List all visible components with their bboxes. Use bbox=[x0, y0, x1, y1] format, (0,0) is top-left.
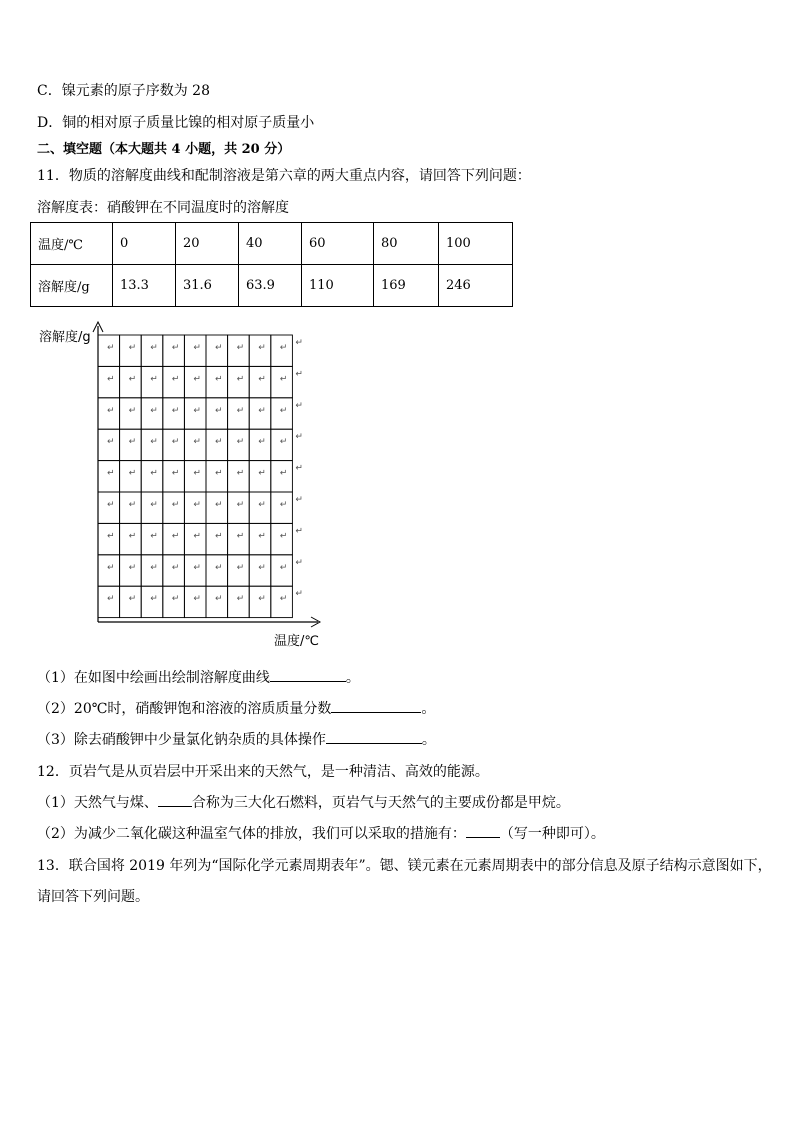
grid-cell bbox=[163, 429, 185, 460]
answer-blank[interactable] bbox=[158, 793, 192, 807]
paragraph-mark: ↵ bbox=[215, 500, 223, 510]
grid-cell bbox=[249, 335, 271, 366]
paragraph-mark: ↵ bbox=[107, 374, 115, 385]
q11-sub1: （1）在如图中绘画出绘制溶解度曲线 。 bbox=[37, 670, 360, 686]
grid-cell bbox=[98, 492, 120, 523]
paragraph-mark: ↵ bbox=[193, 594, 201, 605]
paragraph-mark: ↵ bbox=[171, 374, 180, 385]
q11-sub3: （3）除去硝酸钾中少量氯化钠杂质的具体操作 。 bbox=[37, 732, 436, 748]
grid-cell bbox=[163, 492, 185, 523]
grid-cell bbox=[184, 586, 206, 617]
paragraph-mark: ↵ bbox=[236, 531, 245, 542]
table-row bbox=[31, 223, 513, 265]
paragraph-mark: ↵ bbox=[128, 468, 137, 479]
paragraph-mark: ↵ bbox=[279, 500, 288, 510]
grid-cell bbox=[184, 492, 206, 523]
paragraph-mark: ↵ bbox=[128, 374, 137, 385]
paragraph-mark: ↵ bbox=[171, 437, 180, 448]
paragraph-mark: ↵ bbox=[150, 594, 158, 605]
paragraph-mark: ↵ bbox=[295, 463, 303, 474]
grid-cell bbox=[98, 586, 120, 617]
grid-cell bbox=[163, 555, 185, 586]
grid-cell bbox=[271, 366, 293, 397]
paragraph-mark: ↵ bbox=[295, 400, 303, 411]
paragraph-mark: ↵ bbox=[295, 526, 303, 537]
paragraph-mark: ↵ bbox=[258, 374, 266, 385]
grid-cell bbox=[141, 366, 163, 397]
grid-cell bbox=[206, 429, 228, 460]
paragraph-mark: ↵ bbox=[258, 594, 266, 605]
x-axis-label: 温度/℃ bbox=[274, 634, 319, 649]
table-row bbox=[31, 265, 513, 307]
grid-cell bbox=[271, 335, 293, 366]
paragraph-mark: ↵ bbox=[128, 343, 137, 353]
answer-blank[interactable] bbox=[326, 730, 422, 744]
grid-cell bbox=[184, 461, 206, 492]
paragraph-mark: ↵ bbox=[236, 468, 245, 479]
paragraph-mark: ↵ bbox=[150, 374, 158, 385]
grid-cell bbox=[228, 523, 250, 554]
grid-cell bbox=[141, 429, 163, 460]
paragraph-mark: ↵ bbox=[128, 405, 137, 416]
paragraph-mark: ↵ bbox=[236, 405, 245, 416]
grid-cell bbox=[163, 461, 185, 492]
grid-cell bbox=[228, 586, 250, 617]
paragraph-mark: ↵ bbox=[150, 468, 158, 479]
paragraph-mark: ↵ bbox=[193, 374, 201, 385]
paragraph-mark: ↵ bbox=[279, 531, 288, 542]
paragraph-mark: ↵ bbox=[107, 437, 115, 448]
table-header-solubility: 溶解度/g bbox=[31, 265, 113, 307]
grid-cell bbox=[271, 429, 293, 460]
paragraph-mark: ↵ bbox=[279, 594, 288, 605]
paragraph-mark: ↵ bbox=[236, 500, 245, 510]
paragraph-mark: ↵ bbox=[295, 557, 303, 568]
paragraph-mark: ↵ bbox=[107, 343, 115, 353]
grid-cell bbox=[120, 555, 142, 586]
paragraph-mark: ↵ bbox=[295, 589, 303, 600]
grid-cell bbox=[141, 523, 163, 554]
q11-sub2: （2）20℃时，硝酸钾饱和溶液的溶质质量分数 。 bbox=[37, 701, 436, 717]
grid-cell bbox=[184, 398, 206, 429]
grid-cell bbox=[228, 429, 250, 460]
table-cell: 13.3 bbox=[113, 265, 176, 307]
paragraph-mark: ↵ bbox=[215, 468, 223, 479]
paragraph-mark: ↵ bbox=[171, 343, 180, 353]
solubility-table bbox=[30, 222, 513, 307]
section-heading: 二、填空题（本大题共 4 小题，共 20 分） bbox=[37, 142, 291, 157]
paragraph-mark: ↵ bbox=[107, 594, 115, 605]
grid-cell bbox=[163, 398, 185, 429]
grid-cell bbox=[141, 555, 163, 586]
paragraph-mark: ↵ bbox=[279, 405, 288, 416]
grid-cell bbox=[206, 523, 228, 554]
paragraph-mark: ↵ bbox=[128, 500, 137, 510]
paragraph-mark: ↵ bbox=[171, 468, 180, 479]
paragraph-mark: ↵ bbox=[215, 562, 223, 573]
paragraph-mark: ↵ bbox=[258, 531, 266, 542]
paragraph-mark: ↵ bbox=[215, 405, 223, 416]
q12-sub2: （2）为减少二氧化碳这种温室气体的排放，我们可以采取的措施有： （写一种即可）。 bbox=[37, 826, 605, 842]
paragraph-mark: ↵ bbox=[171, 594, 180, 605]
paragraph-mark: ↵ bbox=[150, 562, 158, 573]
grid-cell bbox=[206, 555, 228, 586]
table-cell: 169 bbox=[374, 265, 439, 307]
paragraph-mark: ↵ bbox=[193, 343, 201, 353]
grid-cell bbox=[184, 523, 206, 554]
grid-cell bbox=[163, 586, 185, 617]
table-cell: 0 bbox=[113, 223, 176, 265]
paragraph-mark: ↵ bbox=[236, 562, 245, 573]
grid-cell bbox=[228, 366, 250, 397]
grid-cell bbox=[163, 523, 185, 554]
paragraph-mark: ↵ bbox=[150, 437, 158, 448]
paragraph-mark: ↵ bbox=[279, 437, 288, 448]
grid-cell bbox=[206, 398, 228, 429]
paragraph-mark: ↵ bbox=[107, 405, 115, 416]
grid-cell bbox=[249, 492, 271, 523]
grid-cell bbox=[120, 492, 142, 523]
paragraph-mark: ↵ bbox=[258, 468, 266, 479]
table-header-temperature: 温度/℃ bbox=[31, 223, 113, 265]
grid-cell bbox=[98, 429, 120, 460]
table-cell: 246 bbox=[439, 265, 513, 307]
paragraph-mark: ↵ bbox=[150, 500, 158, 510]
paragraph-mark: ↵ bbox=[128, 562, 137, 573]
paragraph-mark: ↵ bbox=[150, 405, 158, 416]
paragraph-mark: ↵ bbox=[171, 531, 180, 542]
grid-cell bbox=[120, 586, 142, 617]
grid-cell bbox=[120, 335, 142, 366]
grid-cell bbox=[271, 586, 293, 617]
grid-cell bbox=[184, 555, 206, 586]
grid-cell bbox=[184, 429, 206, 460]
grid-cell bbox=[206, 366, 228, 397]
grid-cell bbox=[228, 555, 250, 586]
grid-cell bbox=[98, 461, 120, 492]
q13-line1: 13．联合国将 2019 年列为“国际化学元素周期表年”。锶、镁元素在元素周期表中的部分信息及原子结构示意图如下， bbox=[37, 858, 772, 874]
grid-cell bbox=[271, 398, 293, 429]
grid-cell bbox=[206, 492, 228, 523]
paragraph-mark: ↵ bbox=[171, 500, 180, 510]
grid-cell bbox=[120, 461, 142, 492]
grid-cell bbox=[120, 429, 142, 460]
table-cell: 40 bbox=[239, 223, 302, 265]
grid-cell bbox=[98, 555, 120, 586]
paragraph-mark: ↵ bbox=[295, 495, 303, 505]
grid-cell bbox=[206, 335, 228, 366]
paragraph-mark: ↵ bbox=[193, 531, 201, 542]
table-cell: 110 bbox=[302, 265, 374, 307]
paragraph-mark: ↵ bbox=[215, 594, 223, 605]
grid-cell bbox=[228, 492, 250, 523]
grid-cell bbox=[271, 492, 293, 523]
answer-blank[interactable] bbox=[270, 668, 346, 682]
grid-cell bbox=[184, 335, 206, 366]
grid-cell bbox=[249, 366, 271, 397]
grid-cell bbox=[120, 523, 142, 554]
paragraph-mark: ↵ bbox=[193, 437, 201, 448]
paragraph-mark: ↵ bbox=[236, 594, 245, 605]
grid-cell bbox=[163, 366, 185, 397]
paragraph-mark: ↵ bbox=[128, 531, 137, 542]
paragraph-mark: ↵ bbox=[193, 500, 201, 510]
paragraph-mark: ↵ bbox=[279, 343, 288, 353]
paragraph-mark: ↵ bbox=[279, 468, 288, 479]
grid-cell bbox=[141, 586, 163, 617]
grid-cell bbox=[228, 461, 250, 492]
grid-cell bbox=[120, 366, 142, 397]
paragraph-mark: ↵ bbox=[215, 343, 223, 353]
grid-cell bbox=[271, 523, 293, 554]
grid-cell bbox=[141, 492, 163, 523]
q12-stem: 12．页岩气是从页岩层中开采出来的天然气，是一种清洁、高效的能源。 bbox=[37, 764, 489, 780]
paragraph-mark: ↵ bbox=[107, 562, 115, 573]
paragraph-mark: ↵ bbox=[215, 437, 223, 448]
paragraph-mark: ↵ bbox=[150, 343, 158, 353]
paragraph-mark: ↵ bbox=[171, 562, 180, 573]
grid bbox=[98, 335, 303, 618]
grid-cell bbox=[98, 398, 120, 429]
x-axis-arrow bbox=[311, 617, 320, 627]
option-c: C．镍元素的原子序数为 28 bbox=[37, 83, 210, 99]
paragraph-mark: ↵ bbox=[215, 374, 223, 385]
paragraph-mark: ↵ bbox=[258, 500, 266, 510]
grid-cell bbox=[249, 555, 271, 586]
grid-cell bbox=[120, 398, 142, 429]
y-axis-label: 溶解度/g bbox=[39, 330, 91, 345]
paragraph-mark: ↵ bbox=[193, 405, 201, 416]
grid-cell bbox=[249, 429, 271, 460]
grid-cell bbox=[98, 366, 120, 397]
grid-cell bbox=[228, 335, 250, 366]
paragraph-mark: ↵ bbox=[279, 374, 288, 385]
paragraph-mark: ↵ bbox=[215, 531, 223, 542]
table-cell: 20 bbox=[176, 223, 239, 265]
grid-cell bbox=[249, 523, 271, 554]
grid-cell bbox=[271, 461, 293, 492]
grid-cell bbox=[271, 555, 293, 586]
grid-cell bbox=[98, 523, 120, 554]
grid-cell bbox=[184, 366, 206, 397]
grid-cell bbox=[141, 398, 163, 429]
paragraph-mark: ↵ bbox=[150, 531, 158, 542]
paragraph-mark: ↵ bbox=[107, 468, 115, 479]
paragraph-mark: ↵ bbox=[258, 562, 266, 573]
table-cell: 80 bbox=[374, 223, 439, 265]
q13-line2: 请回答下列问题。 bbox=[37, 889, 149, 905]
grid-cell bbox=[249, 398, 271, 429]
paragraph-mark: ↵ bbox=[295, 369, 303, 380]
paragraph-mark: ↵ bbox=[128, 437, 137, 448]
answer-blank[interactable] bbox=[331, 699, 421, 713]
grid-cell bbox=[249, 461, 271, 492]
grid-cell bbox=[141, 461, 163, 492]
grid-cell bbox=[163, 335, 185, 366]
paragraph-mark: ↵ bbox=[258, 437, 266, 448]
grid-cell bbox=[98, 335, 120, 366]
paragraph-mark: ↵ bbox=[193, 562, 201, 573]
grid-cell bbox=[249, 586, 271, 617]
paragraph-mark: ↵ bbox=[295, 338, 303, 348]
paragraph-mark: ↵ bbox=[236, 437, 245, 448]
paragraph-mark: ↵ bbox=[193, 468, 201, 479]
table-cell: 100 bbox=[439, 223, 513, 265]
paragraph-mark: ↵ bbox=[236, 374, 245, 385]
table-cell: 60 bbox=[302, 223, 374, 265]
table-cell: 31.6 bbox=[176, 265, 239, 307]
grid-cell bbox=[206, 461, 228, 492]
paragraph-mark: ↵ bbox=[258, 343, 266, 353]
option-d: D．铜的相对原子质量比镍的相对原子质量小 bbox=[37, 115, 315, 131]
grid-cell bbox=[141, 335, 163, 366]
paragraph-mark: ↵ bbox=[279, 562, 288, 573]
paragraph-mark: ↵ bbox=[128, 594, 137, 605]
paragraph-mark: ↵ bbox=[236, 343, 245, 353]
paragraph-mark: ↵ bbox=[107, 500, 115, 510]
grid-cell bbox=[206, 586, 228, 617]
answer-blank[interactable] bbox=[466, 824, 500, 838]
table-caption: 溶解度表：硝酸钾在不同温度时的溶解度 bbox=[37, 200, 289, 216]
grid-cell bbox=[228, 398, 250, 429]
y-axis-arrow bbox=[93, 322, 103, 332]
q11-stem: 11．物质的溶解度曲线和配制溶液是第六章的两大重点内容，请回答下列问题： bbox=[37, 168, 531, 184]
paragraph-mark: ↵ bbox=[258, 405, 266, 416]
table-cell: 63.9 bbox=[239, 265, 302, 307]
paragraph-mark: ↵ bbox=[171, 405, 180, 416]
paragraph-mark: ↵ bbox=[107, 531, 115, 542]
paragraph-mark: ↵ bbox=[295, 432, 303, 443]
q12-sub1: （1）天然气与煤、 合称为三大化石燃料，页岩气与天然气的主要成份都是甲烷。 bbox=[37, 795, 570, 811]
